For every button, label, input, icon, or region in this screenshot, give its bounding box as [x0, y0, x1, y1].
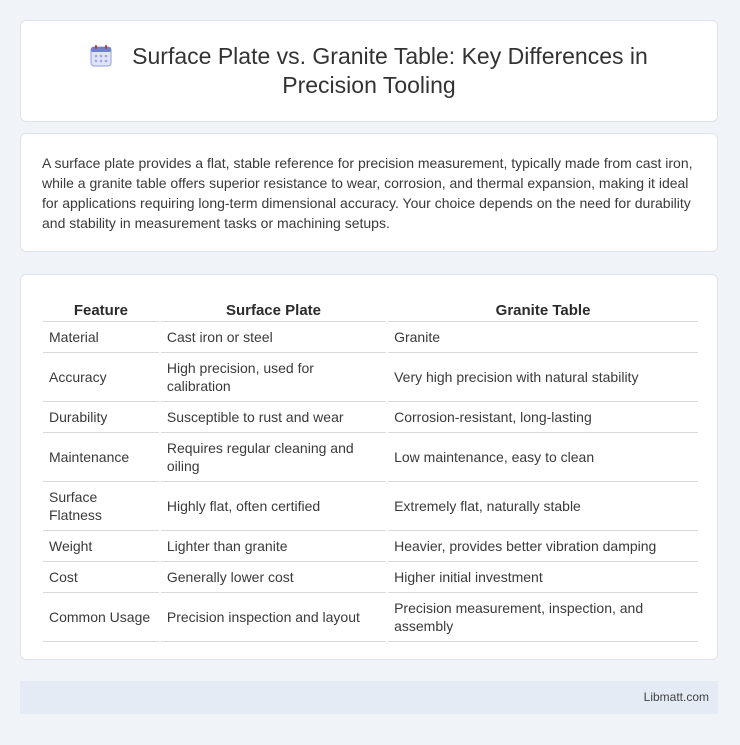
- row-granite-table: Precision measurement, inspection, and assembly: [388, 593, 698, 642]
- header-surface-plate: Surface Plate: [161, 295, 386, 322]
- row-granite-table: Granite: [388, 322, 698, 353]
- row-feature: Durability: [43, 402, 159, 433]
- table-row: [43, 482, 698, 531]
- row-surface-plate: High precision, used for calibration: [161, 353, 386, 402]
- row-granite-table: Heavier, provides better vibration damping: [388, 531, 698, 562]
- row-granite-table: Low maintenance, easy to clean: [388, 433, 698, 482]
- row-feature: Material: [43, 322, 159, 353]
- row-granite-table: Extremely flat, naturally stable: [388, 482, 698, 531]
- row-granite-table: Corrosion-resistant, long-lasting: [388, 402, 698, 433]
- row-granite-table: Higher initial investment: [388, 562, 698, 593]
- table-row: [43, 353, 698, 402]
- footer: [20, 681, 718, 714]
- comparison-table: [41, 295, 700, 642]
- page-title: Surface Plate vs. Granite Table: Key Differences in Precision Tooling: [132, 43, 648, 98]
- row-feature: Surface Flatness: [43, 482, 159, 531]
- title-card: [20, 20, 718, 122]
- table-row: [43, 562, 698, 593]
- row-surface-plate: Susceptible to rust and wear: [161, 402, 386, 433]
- row-feature: Common Usage: [43, 593, 159, 642]
- comparison-card: [20, 274, 718, 660]
- row-granite-table: Very high precision with natural stability: [388, 353, 698, 402]
- row-surface-plate: Highly flat, often certified: [161, 482, 386, 531]
- header-granite-table: Granite Table: [388, 295, 698, 322]
- intro-paragraph: A surface plate provides a flat, stable reference for precision measurement, typically made from cast iron, while a granite table offers superior resistance to wear, corrosion, and thermal expansion, making it ideal for applications requiring long-term dimensional accuracy. Your choice depends on the need for durability and stability in measurement tasks or machining setups.: [42, 155, 693, 231]
- table-row: [43, 531, 698, 562]
- table-row: [43, 322, 698, 353]
- row-surface-plate: Precision inspection and layout: [161, 593, 386, 642]
- calendar-icon: [90, 45, 112, 67]
- header-feature: Feature: [43, 295, 159, 322]
- row-feature: Weight: [43, 531, 159, 562]
- row-feature: Maintenance: [43, 433, 159, 482]
- table-row: [43, 402, 698, 433]
- row-surface-plate: Requires regular cleaning and oiling: [161, 433, 386, 482]
- row-surface-plate: Generally lower cost: [161, 562, 386, 593]
- table-row: [43, 433, 698, 482]
- row-feature: Accuracy: [43, 353, 159, 402]
- table-header-row: [43, 295, 698, 322]
- intro-card: [20, 133, 718, 252]
- title-wrap: [59, 42, 679, 100]
- footer-site-link[interactable]: Libmatt.com: [643, 690, 709, 704]
- row-surface-plate: Lighter than granite: [161, 531, 386, 562]
- row-surface-plate: Cast iron or steel: [161, 322, 386, 353]
- table-row: [43, 593, 698, 642]
- row-feature: Cost: [43, 562, 159, 593]
